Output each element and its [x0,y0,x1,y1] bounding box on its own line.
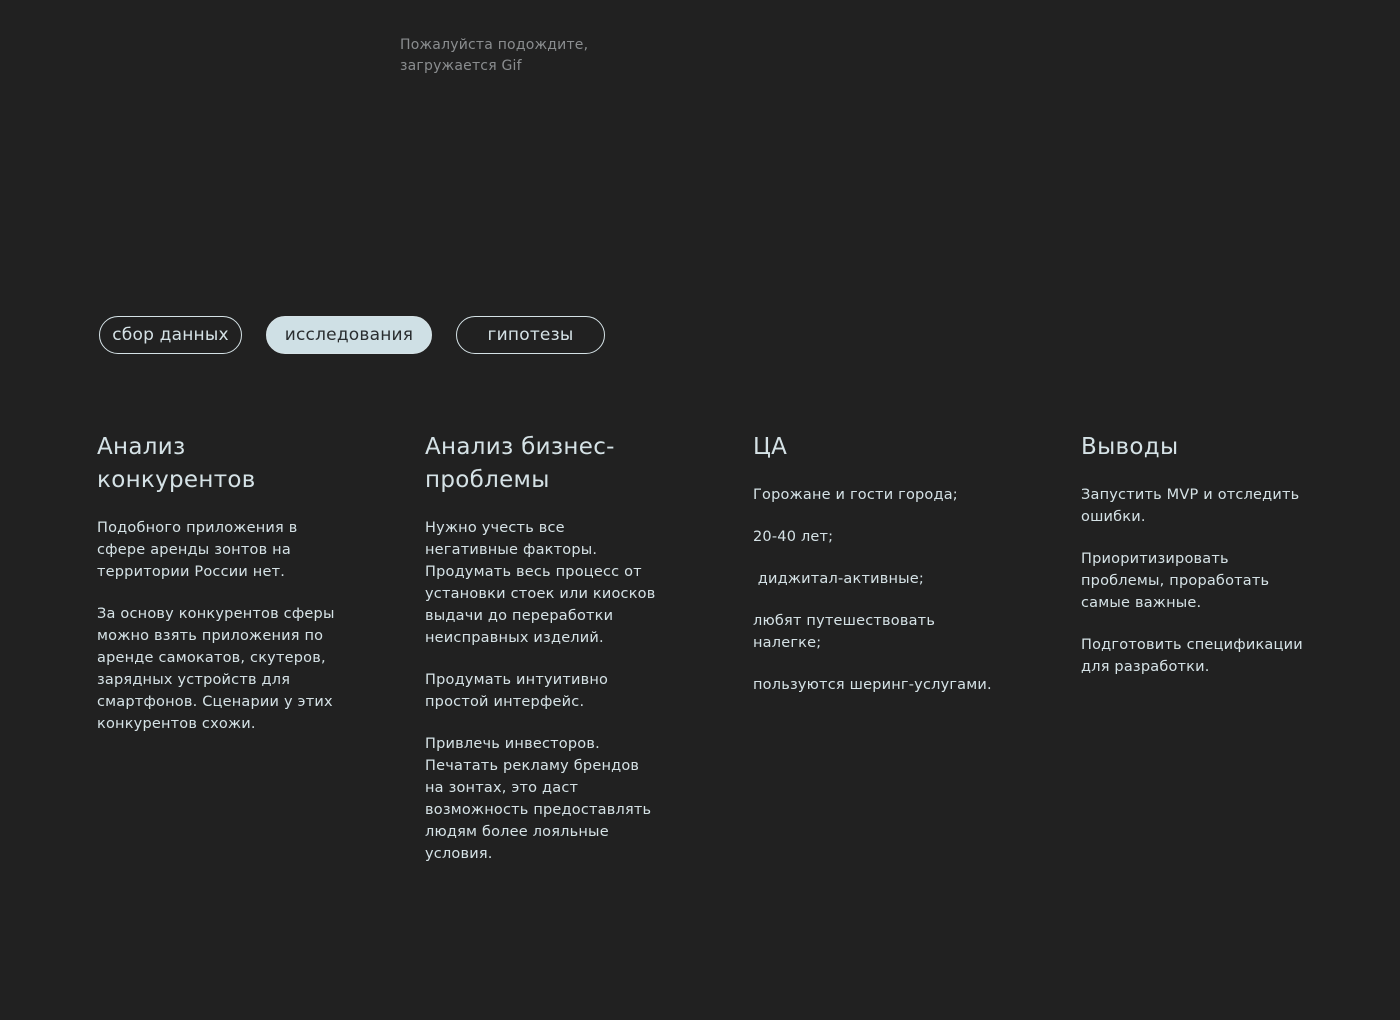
column-paragraph: Запустить MVP и отследить ошибки. [1081,487,1300,525]
column-conclusions [1081,431,1317,698]
tab-data-collection[interactable] [99,316,242,354]
column-paragraph: Горожане и гости города; [753,487,958,503]
column-competitor-analysis [97,431,337,755]
column-title [1081,431,1317,464]
tab-label: сбор данных [112,325,229,345]
column-paragraph: диджитал-активные; [753,571,924,587]
tab-hypotheses[interactable] [456,316,605,354]
column-paragraph: Подобного приложения в сфере аренды зонтов на территории России нет. [97,520,298,580]
column-paragraph: Привлечь инвесторов. Печатать рекламу брендов на зонтах, это даст возможность предоставлять людям более лояльные условия. [425,736,652,862]
column-paragraph: пользуются шеринг-услугами. [753,677,992,693]
loading-text-line-1: Пожалуйста подождите, [400,37,589,53]
tab-label: исследования [284,325,414,345]
column-paragraph: Приоритизировать проблемы, проработать самые важные. [1081,551,1270,611]
column-title [425,431,661,497]
column-paragraph: За основу конкурентов сферы можно взять приложения по аренде самокатов, скутеров, зарядных устройств для смартфонов. Сценарии у этих конкурентов схожи. [97,606,335,732]
column-title-text: Анализ конкурентов [97,434,256,493]
column-title [753,431,993,464]
column-paragraph: 20-40 лет; [753,529,834,545]
gif-loading-placeholder [400,35,640,77]
column-business-problem-analysis [425,431,661,885]
column-paragraph: любят путешествовать налегке; [753,613,936,651]
column-paragraph: Продумать интуитивно простой интерфейс. [425,672,609,710]
column-title-text: Выводы [1081,434,1179,460]
tab-label: гипотезы [487,325,574,345]
column-paragraph: Подготовить спецификации для разработки. [1081,637,1303,675]
column-target-audience [753,431,993,716]
tab-research[interactable] [266,316,432,354]
column-title-text: ЦА [753,434,788,460]
column-title-text: Анализ бизнес- проблемы [425,434,615,493]
column-title [97,431,337,497]
column-paragraph: Нужно учесть все негативные факторы. Продумать весь процесс от установки стоек или киосков выдачи до переработки неисправных изделий. [425,520,656,646]
loading-text-line-2: загружается Gif [400,58,522,74]
